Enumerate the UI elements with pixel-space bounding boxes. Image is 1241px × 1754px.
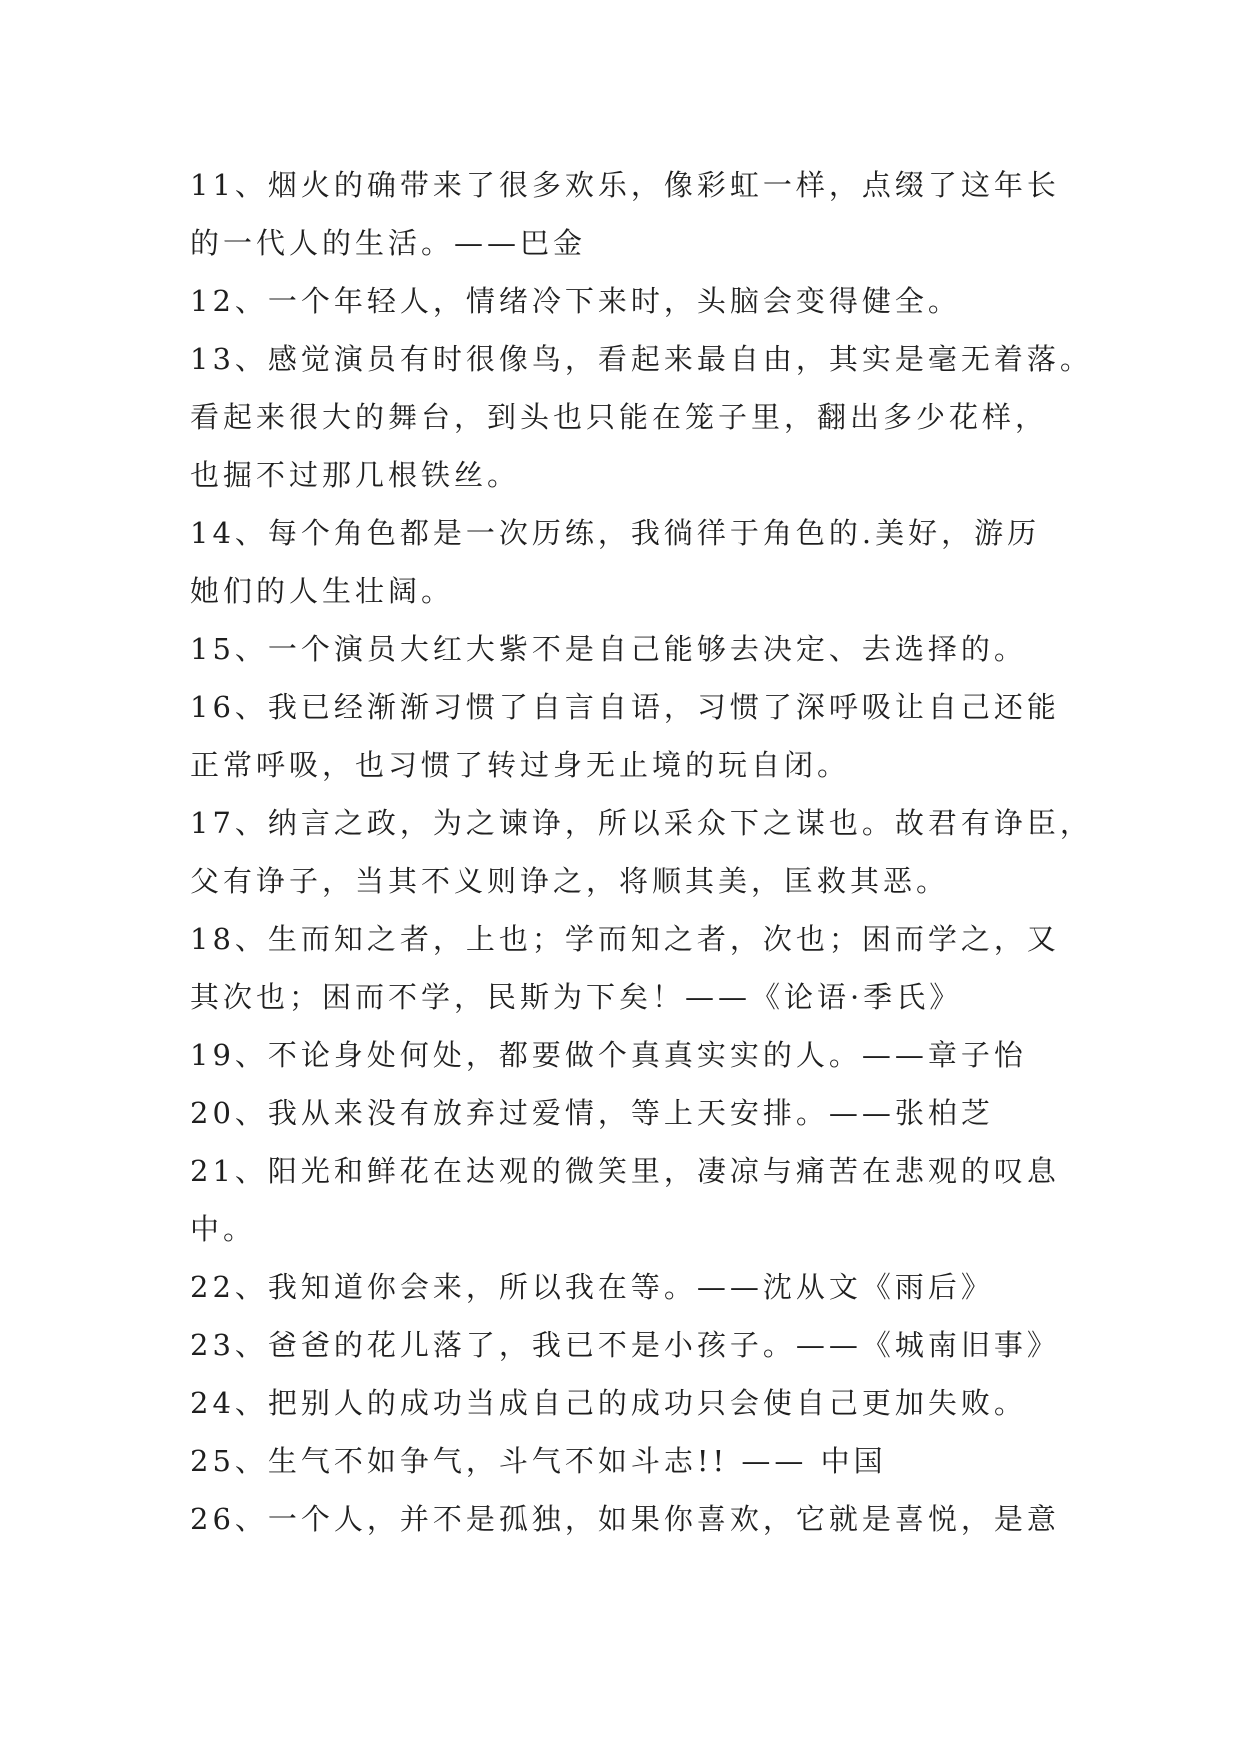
text-line: 12、一个年轻人，情绪冷下来时，头脑会变得健全。 xyxy=(190,284,961,318)
text-line: 14、每个角色都是一次历练，我徜徉于角色的.美好，游历 xyxy=(190,516,1041,550)
text-line: 19、不论身处何处，都要做个真真实实的人。——章子怡 xyxy=(190,1038,1027,1072)
text-line: 16、我已经渐渐习惯了自言自语，习惯了深呼吸让自己还能 xyxy=(190,690,1060,724)
text-line: 17、纳言之政，为之谏诤，所以采众下之谋也。故君有诤臣， xyxy=(190,806,1093,840)
document-body xyxy=(190,156,1093,1548)
text-line: 中。 xyxy=(190,1212,257,1246)
text-line: 21、阳光和鲜花在达观的微笑里，凄凉与痛苦在悲观的叹息 xyxy=(190,1154,1060,1188)
text-line: 24、把别人的成功当成自己的成功只会使自己更加失败。 xyxy=(190,1386,1027,1420)
text-line: 22、我知道你会来，所以我在等。——沈从文《雨后》 xyxy=(190,1270,994,1304)
text-line: 11、烟火的确带来了很多欢乐，像彩虹一样，点缀了这年长 xyxy=(190,168,1060,202)
text-line: 25、生气不如争气，斗气不如斗志!! —— 中国 xyxy=(190,1444,887,1478)
text-line: 她们的人生壮阔。 xyxy=(190,574,455,608)
text-line: 15、一个演员大红大紫不是自己能够去决定、去选择的。 xyxy=(190,632,1027,666)
text-line: 18、生而知之者，上也；学而知之者，次也；困而学之，又 xyxy=(190,922,1060,956)
text-line: 20、我从来没有放弃过爱情，等上天安排。——张柏芝 xyxy=(190,1096,994,1130)
text-line: 13、感觉演员有时很像鸟，看起来最自由，其实是毫无着落。 xyxy=(190,342,1093,376)
text-line: 23、爸爸的花儿落了，我已不是小孩子。——《城南旧事》 xyxy=(190,1328,1060,1362)
text-line: 看起来很大的舞台，到头也只能在笼子里，翻出多少花样， xyxy=(190,400,1049,434)
text-line: 其次也；困而不学，民斯为下矣！——《论语·季氏》 xyxy=(190,980,963,1014)
text-line: 也掘不过那几根铁丝。 xyxy=(190,458,521,492)
text-line: 26、一个人，并不是孤独，如果你喜欢，它就是喜悦，是意 xyxy=(190,1502,1060,1536)
text-line: 的一代人的生活。——巴金 xyxy=(190,226,587,260)
text-line: 父有诤子，当其不义则诤之，将顺其美，匡救其恶。 xyxy=(190,864,950,898)
text-line: 正常呼吸，也习惯了转过身无止境的玩自闭。 xyxy=(190,748,851,782)
